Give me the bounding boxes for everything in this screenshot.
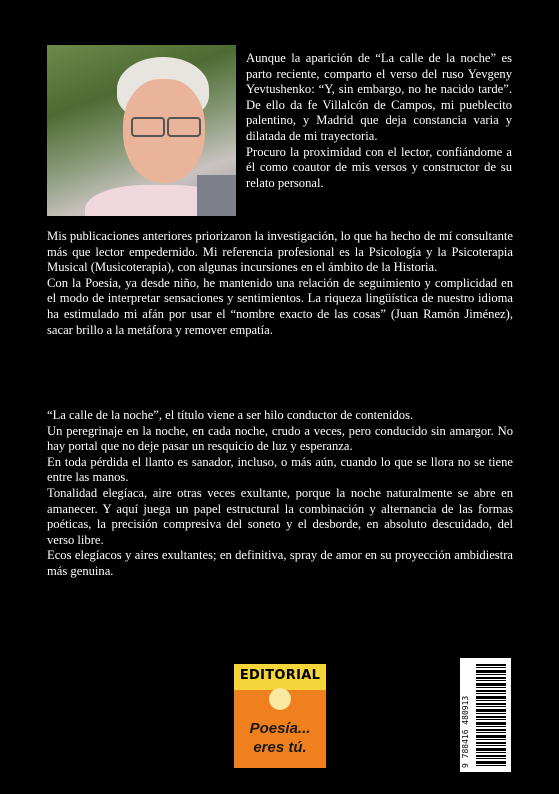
description-paragraph: Ecos elegíacos y aires exultantes; en definitiva, spray de amor en su proyección ambidiestra más genuina. [47,548,513,578]
isbn-barcode [460,658,511,772]
author-photo [47,45,236,216]
publisher-brand: EDITORIAL [239,668,321,683]
description-paragraph: Un peregrinaje en la noche, en cada noche, crudo a veces, pero conducido sin amargor. No hay portal que no deje pasar un resquicio de luz y esperanza. [47,423,513,454]
intro-paragraph: Aunque la aparición de “La calle de la noche” es parto reciente, comparto el verso del ruso Yevgeny Yevtushenko: “Y, sin embargo, no he nacido tarde”. De ello da fe Villalcón de Campos, mi pueblecito palentino, y Madrid que deja constancia varia y dilatada de mi trayectoria. [246,51,512,143]
description-paragraph: En toda pérdida el llanto es sanador, incluso, o más aún, cuando lo que se llora no se tiene entre las manos. [47,454,513,485]
description-paragraph: Tonalidad elegíaca, aire otras veces exultante, porque la noche naturalmente se abre en amanecer. Y aquí juega un papel estructural la combinación y alternancia de las formas poéticas, la precisión compresiva del soneto y el desborde, en absoluto descuidado, del verso libre. [47,485,513,547]
book-description [47,408,513,580]
intro-paragraph: Procuro la proximidad con el lector, confiándome a él como coautor de mis versos y constructor de su relato personal. [246,144,512,190]
description-paragraph: “La calle de la noche”, el título viene a ser hilo conductor de contenidos. [47,408,414,422]
barcode-bars [476,664,506,766]
publisher-tagline-2: eres tú. [253,739,307,756]
publisher-tagline-1: Poesía... [249,720,311,737]
sun-icon [269,688,291,710]
bio-paragraph: Con la Poesía, ya desde niño, he mantenido una relación de seguimiento y complicidad en el modo de interpretar sensaciones y sentimientos. La riqueza lingüística de nuestro idioma ha estimulado mi afán por usar el “nombre exacto de las cosas” (Juan Ramón Jiménez), sacar brillo a la metáfora y remover empatía. [47,275,513,337]
author-intro [246,51,512,191]
barcode-digits: 9 788416 480913 [461,695,470,768]
publisher-logo [234,664,326,768]
bio-paragraph: Mis publicaciones anteriores priorizaron la investigación, lo que ha hecho de mí consultante más que lector empedernido. Mi referencia profesional es la Psicología y la Psicoterapia Musical (Musicoterapia), con algunas incursiones en el ámbito de la Historia. [47,229,513,275]
author-bio [47,229,513,338]
